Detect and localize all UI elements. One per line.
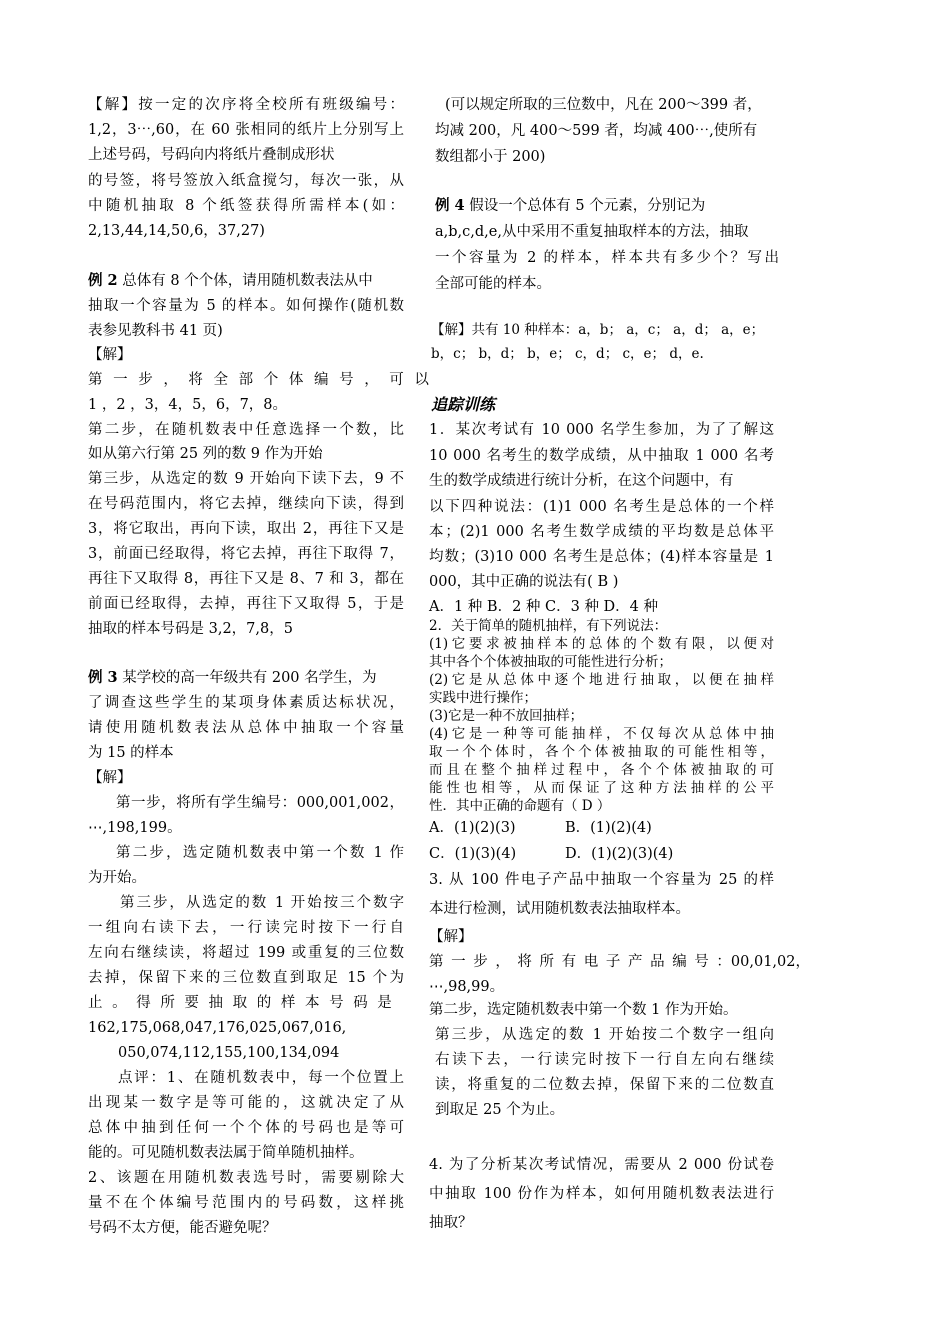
q3-sol-line-7: 到取足 25 个为止。 — [435, 1102, 565, 1118]
ex2-sol-line-3: 第二步，在随机数表中任意选择一个数，比 — [88, 422, 404, 438]
q1-line-4: 以下四种说法：(1)1 000 名考生是总体的一个样 — [429, 499, 774, 515]
q2-line-11: 性．其中正确的命题有（ D ） — [429, 798, 611, 814]
q3-sol-line-2: ⋯,98,99。 — [429, 979, 505, 995]
training-heading: 追踪训练 — [431, 395, 496, 414]
q3-sol-line-5: 右读下去，一行读完时按下一行自左向右继续 — [435, 1052, 774, 1068]
q3-line-2: 本进行检测，试用随机数表法抽取样本。 — [429, 901, 690, 917]
ex2-sol-line-4: 如从第六行第 25 列的数 9 作为开始 — [88, 446, 323, 462]
ex3-sol-line-3: 第二步，选定随机数表中第一个数 1 作 — [116, 845, 404, 861]
ex4-line-1 — [435, 196, 779, 216]
ex1-line-1: 【解】按一定的次序将全校所有班级编号： — [88, 97, 404, 113]
q2-line-8: 取一个个体时，各个个体被抽取的可能性相等， — [429, 744, 774, 760]
q3-sol-line-6: 读，将重复的二位数去掉，保留下来的二位数直 — [435, 1077, 774, 1093]
ex3-sol-line-4: 为开始。 — [88, 870, 146, 886]
q2-option-a: A．(1)(2)(3) — [429, 820, 516, 836]
ex2-sol-line-1: 第 一 步 ， 将 全 部 个 体 编 号 ， 可 以 — [88, 372, 429, 388]
ex1-line-4: 的号签，将号签放入纸盒搅匀，每次一张，从 — [88, 173, 404, 189]
q1-line-6: 均数；(3)10 000 名考生是总体；(4)样本容量是 1 — [429, 549, 774, 565]
q1-line-5: 本；(2)1 000 名考生数学成绩的平均数是总体平 — [429, 524, 774, 540]
ex3-comment-line-4: 能的。可见随机数表法属于简单随机抽样。 — [88, 1145, 364, 1161]
ex2-sol-line-5: 第三步，从选定的数 9 开始向下读下去，9 不 — [88, 471, 404, 487]
ex1-line-3: 上述号码，号码向内将纸片叠制成形状 — [88, 147, 335, 163]
ex2-sol-line-10: 前面已经取得，去掉，再往下又取得 5，于是 — [88, 596, 404, 612]
ex2-label: 例 2 — [88, 272, 118, 289]
q2-line-6: (3)它是一种不放回抽样； — [429, 708, 584, 724]
ex3-sol-line-10: 162,175,068,047,176,025,067,016, — [88, 1020, 347, 1036]
q2-line-5: 实践中进行操作； — [429, 690, 537, 706]
q1-line-3: 生的数学成绩进行统计分析，在这个问题中，有 — [429, 473, 734, 489]
ex4-text-1: 假设一个总体有 5 个元素，分别记为 — [464, 198, 706, 214]
q2-line-1: 2．关于简单的随机抽样，有下列说法： — [429, 618, 668, 634]
ex3-comment-line-3: 总体中抽到任何一个个体的号码也是等可 — [88, 1120, 404, 1136]
ex3-sol-line-9: 止 。 得 所 要 抽 取 的 样 本 号 码 是 — [88, 995, 392, 1011]
ex4-sol-line-2: b，c； b，d； b，e； c，d； c，e； d，e. — [431, 346, 704, 362]
ex2-text-1: 总体有 8 个个体，请用随机数表法从中 — [117, 273, 373, 289]
q3-sol-line-3: 第二步，选定随机数表中第一个数 1 作为开始。 — [429, 1002, 738, 1018]
ex2-sol-line-7: 3，将它取出，再向下读，取出 2，再往下又是 — [88, 521, 404, 537]
ex3-comment-line-1: 点评：1、在随机数表中，每一个位置上 — [118, 1070, 404, 1086]
q3-sol-line-4: 第三步，从选定的数 1 开始按二个数字一组向 — [435, 1027, 774, 1043]
ex3-text-1: 某学校的高一年级共有 200 名学生，为 — [117, 670, 377, 686]
ex3-comment-line-6: 量不在个体编号范围内的号码数，这样挑 — [88, 1195, 404, 1211]
ex4-label: 例 4 — [435, 197, 465, 214]
ex3-comment-line-2: 出现某一数字是等可能的，这就决定了从 — [88, 1095, 404, 1111]
q2-option-c: C．(1)(3)(4) — [429, 846, 517, 862]
ex1-line-6: 2,13,44,14,50,6，37,27) — [88, 223, 265, 239]
ex2-sol-line-11: 抽取的样本号码是 3,2，7,8，5 — [88, 621, 293, 637]
ex2-sol-line-8: 3，前面已经取得，将它去掉，再往下取得 7， — [88, 546, 404, 562]
q2-line-3: 其中各个个体被抽取的可能性进行分析； — [429, 654, 672, 670]
ex2-sol-line-9: 再往下又取得 8，再往下又是 8、7 和 3，都在 — [88, 571, 404, 587]
q4-line-1: 4. 为了分析某次考试情况，需要从 2 000 份试卷 — [429, 1157, 774, 1173]
ex3-sol-line-7: 左向右继续读，将超过 199 或重复的三位数 — [88, 945, 404, 961]
q4-line-2: 中抽取 100 份作为样本，如何用随机数表法进行 — [429, 1186, 774, 1202]
cont-line-1: (可以规定所取的三位数中，凡在 200～399 者， — [445, 97, 762, 113]
ex2-sol-line-6: 在号码范围内，将它去掉，继续向下读，得到 — [88, 496, 404, 512]
ex2-line-1 — [88, 271, 404, 291]
ex3-line-2: 了调查这些学生的某项身体素质达标状况， — [88, 695, 404, 711]
q2-option-d: D．(1)(2)(3)(4) — [565, 846, 674, 862]
q2-line-4: (2)它是从总体中逐个地进行抽取，以便在抽样 — [429, 672, 774, 688]
ex3-line-1 — [88, 668, 404, 688]
ex1-line-2: 1,2，3⋯,60，在 60 张相同的纸片上分别写上 — [88, 122, 404, 138]
ex3-sol-line-1: 第一步，将所有学生编号：000,001,002， — [116, 795, 404, 811]
ex3-label: 例 3 — [88, 669, 118, 686]
q2-line-2: (1)它要求被抽样本的总体的个数有限，以便对 — [429, 636, 774, 652]
q1-options: A．1 种 B．2 种 C．3 种 D．4 种 — [429, 599, 659, 615]
q2-option-b: B．(1)(2)(4) — [565, 820, 652, 836]
ex2-line-2: 抽取一个容量为 5 的样本。如何操作(随机数 — [88, 298, 404, 314]
q3-sol-line-1: 第 一 步 ， 将 所 有 电 子 产 品 编 号 ：00,01,02， — [429, 954, 810, 970]
q4-line-3: 抽取？ — [429, 1215, 473, 1231]
q3-line-1: 3. 从 100 件电子产品中抽取一个容量为 25 的样 — [429, 872, 774, 888]
q1-line-1: 1．某次考试有 10 000 名学生参加，为了了解这 — [429, 422, 774, 438]
ex2-line-3: 表参见教科书 41 页) — [88, 323, 223, 339]
cont-line-3: 数组都小于 200) — [435, 149, 546, 165]
ex4-line-3: 一个容量为 2 的样本，样本共有多少个？写出 — [435, 250, 779, 266]
ex3-sol-line-11: 050,074,112,155,100,134,094 — [118, 1045, 340, 1061]
ex3-sol-line-6: 一组向右读下去，一行读完时按下一行自 — [88, 920, 404, 936]
ex1-line-5: 中随机抽取 8 个纸签获得所需样本(如： — [88, 198, 404, 214]
ex4-line-4: 全部可能的样本。 — [435, 276, 551, 292]
ex3-sol-line-8: 去掉，保留下来的三位数直到取足 15 个为 — [88, 970, 404, 986]
ex3-solution-label: 【解】 — [88, 770, 132, 786]
q2-line-9: 而且在整个抽样过程中，各个个体被抽取的可 — [429, 762, 774, 778]
ex3-line-4: 为 15 的样本 — [88, 745, 174, 761]
ex3-line-3: 请使用随机数表法从总体中抽取一个容量 — [88, 720, 404, 736]
ex3-sol-line-2: ⋯,198,199。 — [88, 820, 182, 836]
q2-line-7: (4)它是一种等可能抽样，不仅每次从总体中抽 — [429, 726, 774, 742]
cont-line-2: 均减 200，凡 400～599 者，均减 400⋯,使所有 — [435, 123, 758, 139]
ex3-comment-line-7: 号码不太方便，能否避免呢？ — [88, 1220, 277, 1236]
ex3-sol-line-5: 第三步，从选定的数 1 开始按三个数字 — [120, 895, 404, 911]
q1-line-2: 10 000 名考生的数学成绩，从中抽取 1 000 名考 — [429, 448, 774, 464]
ex3-comment-line-5: 2、该题在用随机数表选号时，需要剔除大 — [88, 1170, 404, 1186]
q3-solution-label: 【解】 — [429, 929, 473, 945]
ex2-sol-line-2: 1 ，2 ，3，4，5，6，7，8。 — [88, 397, 288, 413]
ex4-sol-line-1: 【解】共有 10 种样本：a，b； a，c； a，d； a，e； — [431, 322, 765, 338]
ex2-solution-label: 【解】 — [88, 347, 132, 363]
ex4-line-2: a,b,c,d,e,从中采用不重复抽取样本的方法，抽取 — [435, 224, 749, 240]
q2-line-10: 能性也相等，从而保证了这种方法抽样的公平 — [429, 780, 774, 796]
q1-line-7: 000，其中正确的说法有( B ) — [429, 574, 619, 590]
